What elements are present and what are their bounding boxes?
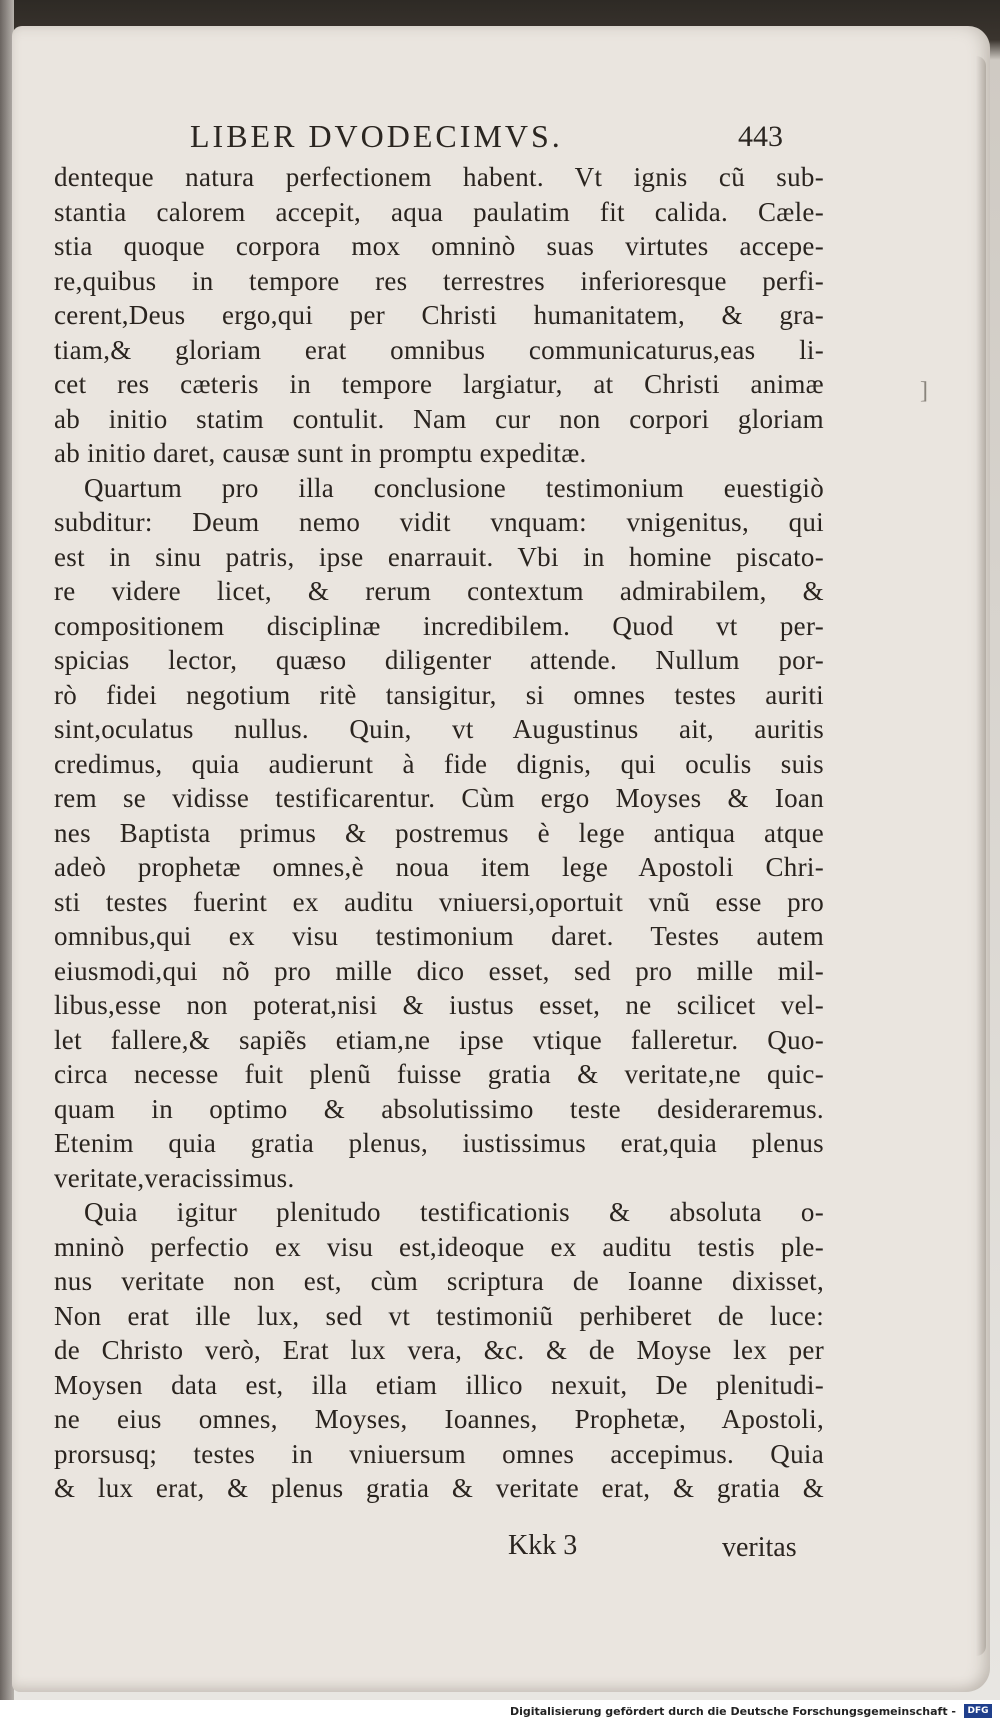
text-line: ab initio statim contulit. Nam cur non corpori gloriam [54,403,824,434]
text-line: nes Baptista primus & postremus è lege antiqua atque [54,817,824,848]
main-text-block [54,160,824,1506]
text-line: de Christo verò, Erat lux vera, &c. & de Moyse lex per [54,1335,824,1365]
text-line: re,quibus in tempore res terrestres inferioresque perfi- [54,265,824,296]
dfg-logo: DFG [964,1704,992,1718]
text-line: sint,oculatus nullus. Quin, vt Augustinus ait, auritis [54,714,824,744]
text-line: quam in optimo & absolutissimo teste desideraremus. [54,1093,824,1124]
text-line: tiam,& gloriam erat omnibus communicaturus,eas li- [54,334,824,365]
text-line: stantia calorem accepit, aqua paulatim fit calida. Cæle- [54,196,824,227]
text-line: stia quoque corpora mox omninò suas virtutes accepe- [54,231,824,261]
text-line: cerent,Deus ergo,qui per Christi humanitatem, & gra- [54,300,824,330]
text-line: eiusmodi,qui nõ pro mille dico esset, sed pro mille mil- [54,955,824,986]
text-line: Etenim quia gratia plenus, iustissimus erat,quia plenus [54,1128,824,1158]
text-line: spicias lector, quæso diligenter attende. Nullum por- [54,645,824,675]
digitization-credit: Digitalisierung gefördert durch die Deutsche Forschungsgemeinschaft - [509,1705,956,1718]
text-line: veritate,veracissimus. [54,1162,295,1193]
margin-bracket-mark: ] [920,378,928,404]
text-line: rò fidei negotium ritè tansigitur, si omnes testes auriti [54,679,824,710]
text-line: sti testes fuerint ex auditu vniuersi,oportuit vnũ esse pro [54,886,824,917]
text-line: & lux erat, & plenus gratia & veritate erat, & gratia & [54,1473,824,1503]
text-line: Non erat ille lux, sed vt testimoniũ perhiberet de luce: [54,1300,824,1331]
text-line: subditur: Deum nemo vidit vnquam: vnigenitus, qui [54,507,824,537]
running-title: LIBER DVODECIMVS. [190,118,563,154]
text-line: est in sinu patris, ipse enarrauit. Vbi in homine piscato- [54,541,824,572]
text-line: denteque natura perfectionem habent. Vt ignis cũ sub- [54,162,824,192]
signature-mark: Kkk 3 [508,1530,578,1561]
text-line: mninò perfectio ex visu est,ideoque ex auditu testis ple- [54,1231,824,1262]
text-line: ab initio daret, causæ sunt in promptu expeditæ. [54,438,587,468]
text-line: let fallere,& sapiẽs etiam,ne ipse vtique falleretur. Quo- [54,1024,824,1055]
text-line: Quartum pro illa conclusione testimonium euestigiò [84,472,824,503]
text-line: nus veritate non est, cùm scriptura de Ioanne dixisset, [54,1266,824,1296]
page-number: 443 [738,120,783,153]
catchword: veritas [722,1532,797,1563]
text-line: adeò prophetæ omnes,è noua item lege Apostoli Chri- [54,852,824,882]
text-line: re videre licet, & rerum contextum admirabilem, & [54,576,824,606]
text-line: ne eius omnes, Moyses, Ioannes, Prophetæ, Apostoli, [54,1404,824,1434]
text-line: circa necesse fuit plenũ fuisse gratia & veritate,ne quic- [54,1059,824,1089]
text-line: Moysen data est, illa etiam illico nexuit, De plenitudi- [54,1369,824,1400]
text-line: libus,esse non poterat,nisi & iustus esset, ne scilicet vel- [54,990,824,1020]
text-line: cet res cæteris in tempore largiatur, at Christi animæ [54,369,824,399]
text-line: Quia igitur plenitudo testificationis & absoluta o- [84,1197,824,1227]
text-line: credimus, quia audierunt à fide dignis, qui oculis suis [54,748,824,779]
text-line: compositionem disciplinæ incredibilem. Quod vt per- [54,610,824,641]
text-line: omnibus,qui ex visu testimonium daret. Testes autem [54,921,824,951]
text-line: rem se vidisse testificarentur. Cùm ergo Moyses & Ioan [54,783,824,813]
text-line: prorsusq; testes in vniuersum omnes accepimus. Quia [54,1438,824,1469]
page-edge-shadow [976,56,986,1656]
